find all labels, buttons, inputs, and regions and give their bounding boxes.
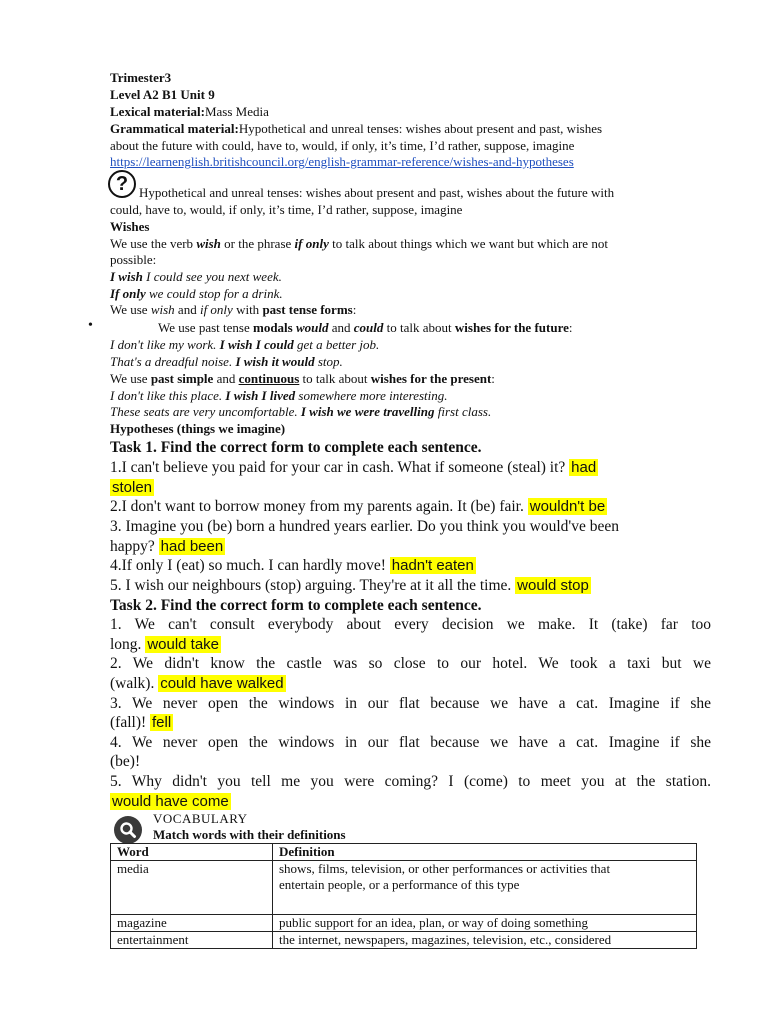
task1-q1-line2 <box>110 478 154 497</box>
search-icon <box>114 816 142 844</box>
text-run: to talk about things which we want but which are not <box>328 236 608 251</box>
task2-title: Task 2. Find the correct form to complete each sentence. <box>110 597 482 614</box>
term-wish: wish <box>150 302 175 317</box>
hypotheses-heading: Hypotheses (things we imagine) <box>110 421 286 436</box>
example-2 <box>110 285 283 302</box>
wishes-heading: Wishes <box>110 219 150 234</box>
task1-q4 <box>110 556 476 575</box>
task1-title: Task 1. Find the correct form to complete each sentence. <box>110 439 482 456</box>
definition-line: entertain people, or a performance of this type <box>279 877 520 892</box>
answer-highlight: stolen <box>112 479 153 496</box>
definition-cell <box>273 861 697 915</box>
task1-q2 <box>110 497 607 516</box>
vocabulary-subheading: Match words with their definitions <box>153 827 346 842</box>
task1-q5 <box>110 576 591 595</box>
task2-q3-line2 <box>110 713 173 732</box>
grammatical-value-1: Hypothetical and unreal tenses: wishes about present and past, wishes <box>238 121 603 136</box>
example-text: I don't like my work. <box>110 337 220 352</box>
intro-line-1: Hypothetical and unreal tenses: wishes about present and past, wishes about the future with <box>139 185 615 200</box>
text-run: We use past tense <box>158 320 253 335</box>
lexical-value: Mass Media <box>204 104 269 119</box>
example-text: These seats are very uncomfortable. <box>110 404 301 419</box>
answer-highlight: had <box>571 459 597 476</box>
definition-cell: the internet, newspapers, magazines, television, etc., considered <box>273 932 697 949</box>
task2-q1-line2 <box>110 635 221 654</box>
answer-highlight: had been <box>160 538 224 555</box>
question-text: long. <box>110 636 142 653</box>
task2-q4-line1: 4. We never open the windows in our flat because we have a cat. Imagine if she <box>110 734 711 751</box>
present-wishes-line <box>110 370 495 387</box>
lexical-line <box>110 103 269 120</box>
term-past-tense-forms: past tense forms <box>262 302 353 317</box>
intro-line-2: could, have to, would, if only, it’s time, I’d rather, suppose, imagine <box>110 202 463 217</box>
text-run: : <box>568 320 573 335</box>
task2-q2-line1: 2. We didn't know the castle was so close to our hotel. We took a taxi but we <box>110 655 711 672</box>
wishes-line-1 <box>110 235 608 252</box>
lexical-label: Lexical material: <box>110 104 205 119</box>
example-bold: I wish I lived <box>225 388 296 403</box>
term-if-only: if only <box>199 302 233 317</box>
example-text: we could stop for a drink. <box>145 286 283 301</box>
magnifier-glyph <box>114 816 142 844</box>
task1-q3-line1: 3. Imagine you (be) born a hundred years earlier. Do you think you would've been <box>110 518 619 535</box>
definition-cell: public support for an idea, plan, or way of doing something <box>273 915 697 932</box>
question-text: happy? <box>110 538 155 555</box>
answer-highlight: fell <box>152 714 172 731</box>
table-header-row <box>111 844 697 861</box>
text-run: to talk about <box>299 371 371 386</box>
word-cell: media <box>111 861 273 915</box>
example-text: somewhere more interesting. <box>295 388 448 403</box>
text-run: with <box>232 302 263 317</box>
text-run: and <box>213 371 239 386</box>
level-line: Level A2 B1 Unit 9 <box>110 87 215 102</box>
term-wishes-present: wishes for the present <box>370 371 492 386</box>
text-run: and <box>174 302 200 317</box>
example-6 <box>110 403 491 420</box>
term-continuous: continuous <box>238 371 300 386</box>
term-could: could <box>353 320 384 335</box>
task2-q5-line2 <box>110 792 231 811</box>
answer-highlight: would have come <box>112 793 229 810</box>
text-run: We use <box>110 371 151 386</box>
example-3 <box>110 336 379 353</box>
reference-link[interactable]: https://learnenglish.britishcouncil.org/english-grammar-reference/wishes-and-hypotheses <box>110 154 574 169</box>
answer-highlight: wouldn't be <box>529 498 606 515</box>
term-if-only: if only <box>294 236 329 251</box>
example-text: I could see you next week. <box>142 269 282 284</box>
question-text: 5. I wish our neighbours (stop) arguing. They're at it all the time. <box>110 577 512 594</box>
example-5 <box>110 387 448 404</box>
term-modals: modals <box>252 320 293 335</box>
example-text: get a better job. <box>293 337 380 352</box>
task2-q4-line2: (be)! <box>110 753 141 770</box>
text-run: and <box>328 320 354 335</box>
text-run: to talk about <box>383 320 455 335</box>
answer-highlight: could have walked <box>160 675 284 692</box>
task1-q3-line2 <box>110 537 225 556</box>
example-bold: If only <box>110 286 146 301</box>
word-cell: entertainment <box>111 932 273 949</box>
trimester-line: Trimester3 <box>110 70 172 85</box>
task2-q3-line1: 3. We never open the windows in our flat because we have a cat. Imagine if she <box>110 695 711 712</box>
column-header-word: Word <box>111 844 273 861</box>
task1-q1-line1 <box>110 458 598 477</box>
example-bold: I wish <box>110 269 143 284</box>
vocabulary-table <box>110 843 697 949</box>
grammatical-line-1 <box>110 120 602 137</box>
question-icon: ? <box>108 170 136 198</box>
wishes-line-2: possible: <box>110 252 157 267</box>
word-cell: magazine <box>111 915 273 932</box>
column-header-definition: Definition <box>273 844 697 861</box>
question-text: 4.If only I (eat) so much. I can hardly move! <box>110 557 386 574</box>
grammatical-line-2: about the future with could, have to, would, if only, it’s time, I’d rather, suppose, imagine <box>110 138 575 153</box>
example-4 <box>110 353 343 370</box>
term-would: would <box>295 320 329 335</box>
example-text: That's a dreadful noise. <box>110 354 236 369</box>
question-text: (fall)! <box>110 714 147 731</box>
example-bold: I wish I could <box>219 337 294 352</box>
text-run: or the phrase <box>220 236 295 251</box>
question-text: 2.I don't want to borrow money from my parents again. It (be) fair. <box>110 498 524 515</box>
vocabulary-heading: VOCABULARY <box>153 811 248 826</box>
text-run: : <box>352 302 357 317</box>
text-run: We use the verb <box>110 236 197 251</box>
task2-q5-line1: 5. Why didn't you tell me you were coming? I (come) to meet you at the station. <box>110 773 711 790</box>
term-wish: wish <box>196 236 221 251</box>
example-1 <box>110 268 282 285</box>
answer-highlight: would take <box>147 636 220 653</box>
task2-q1-line1: 1. We can't consult everybody about every decision we make. It (take) far too <box>110 616 711 633</box>
example-text: I don't like this place. <box>110 388 226 403</box>
text-run: : <box>491 371 495 386</box>
answer-highlight: hadn't eaten <box>391 557 474 574</box>
term-past-simple: past simple <box>150 371 214 386</box>
answer-highlight: would stop <box>517 577 589 594</box>
table-row <box>111 861 697 915</box>
example-bold: I wish we were travelling <box>300 404 435 419</box>
question-text: 1.I can't believe you paid for your car in cash. What if someone (steal) it? <box>110 459 566 476</box>
term-wishes-future: wishes for the future <box>454 320 569 335</box>
question-text: (walk). <box>110 675 155 692</box>
modals-line <box>158 319 573 336</box>
task2-q2-line2 <box>110 674 286 693</box>
table-row <box>111 932 697 949</box>
wishes-line-5 <box>110 301 356 318</box>
grammatical-label: Grammatical material: <box>110 121 239 136</box>
bullet-marker: • <box>88 318 93 333</box>
example-bold: I wish it would <box>235 354 315 369</box>
text-run: We use <box>110 302 151 317</box>
definition-line: shows, films, television, or other performances or activities that <box>279 861 611 876</box>
example-text: first class. <box>434 404 492 419</box>
table-row <box>111 915 697 932</box>
example-text: stop. <box>314 354 343 369</box>
